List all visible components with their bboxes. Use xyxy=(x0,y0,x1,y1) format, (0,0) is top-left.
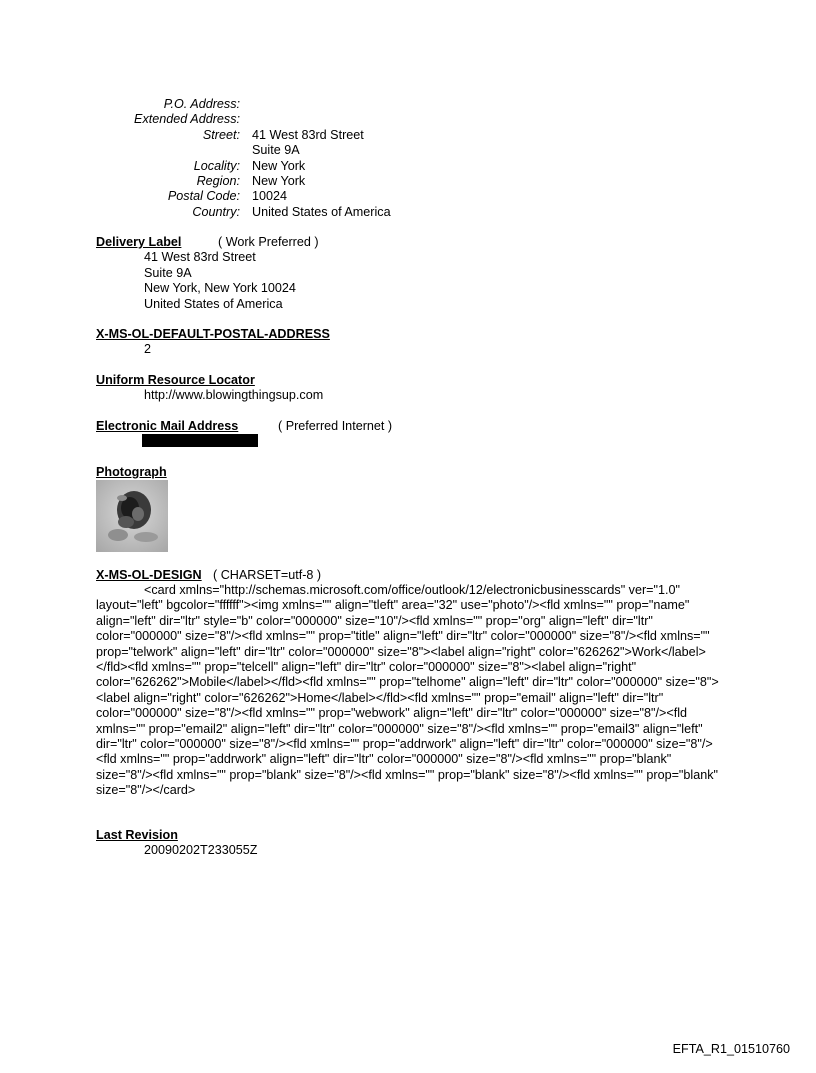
email-qualifier: ( Preferred Internet ) xyxy=(278,419,393,433)
address-row xyxy=(96,159,496,174)
default-postal-heading: X-MS-OL-DEFAULT-POSTAL-ADDRESS xyxy=(96,327,330,341)
email-redaction xyxy=(142,434,258,447)
delivery-line: Suite 9A xyxy=(144,265,192,280)
delivery-line: United States of America xyxy=(144,296,283,311)
address-value: New York xyxy=(252,174,306,188)
delivery-label-heading: Delivery Label xyxy=(96,235,182,249)
email-heading: Electronic Mail Address xyxy=(96,419,239,433)
address-row xyxy=(96,128,496,143)
address-label: Postal Code: xyxy=(167,189,240,204)
last-revision-heading: Last Revision xyxy=(96,828,178,842)
contact-photo xyxy=(96,480,168,552)
design-body xyxy=(96,583,726,799)
address-value: Suite 9A xyxy=(252,143,300,158)
address-row xyxy=(96,112,496,127)
address-row xyxy=(96,97,496,112)
design-heading: X-MS-OL-DESIGN xyxy=(96,568,202,582)
address-value: 41 West 83rd Street xyxy=(252,127,364,142)
address-value: 10024 xyxy=(252,189,288,204)
address-label: Locality: xyxy=(193,158,240,173)
address-row xyxy=(96,174,496,189)
address-label: Street: xyxy=(202,127,240,142)
address-value: United States of America xyxy=(252,204,391,219)
address-row xyxy=(96,189,496,204)
design-qualifier: ( CHARSET=utf-8 ) xyxy=(213,568,322,582)
address-row xyxy=(96,205,496,220)
address-label: P.O. Address: xyxy=(163,97,240,111)
design-xml: <card xmlns="http://schemas.microsoft.com/office/outlook/12/electronicbusinesscards" ver="1.0" layout="left" bgcolor="ffffff"><img xmlns="" align="tleft" area="32" use="photo"/><fld xmlns="" prop="name" align="left" dir="ltr" style="b" color="000000" size="10"/><fld xmlns="" prop="org" align="left" dir="ltr" color="000000" size="8"/><fld xmlns="" prop="title" align="left" dir="ltr" color="000000" size="8"/><fld xmlns="" prop="telwork" align="left" dir="ltr" color="000000" size="8"><label align="right" color="626262">Work</label></fld><fld xmlns="" prop="telcell" align="left" dir="ltr" color="000000" size="8"><label align="right" color="626262">Mobile</label></fld><fld xmlns="" prop="telhome" align="left" dir="ltr" color="000000" size="8"><label align="right" color="626262">Home</label></fld><fld xmlns="" prop="email" align="left" dir="ltr" color="000000" size="8"/><fld xmlns="" prop="webwork" align="left" dir="ltr" color="000000" size="8"/><fld xmlns="" prop="email2" align="left" dir="ltr" color="000000" size="8"/><fld xmlns="" prop="email3" align="left" dir="ltr" color="000000" size="8"/><fld xmlns="" prop="addrwork" align="left" dir="ltr" color="000000" size="8"/><fld xmlns="" prop="addrwork" align="left" dir="ltr" color="000000" size="8"/><fld xmlns="" prop="blank" size="8"/><fld xmlns="" prop="blank" size="8"/><fld xmlns="" prop="blank" size="8"/><fld xmlns="" prop="blank" size="8"/></card> xyxy=(96,583,719,798)
url-value[interactable]: http://www.blowingthingsup.com xyxy=(144,388,324,403)
url-heading: Uniform Resource Locator xyxy=(96,373,255,387)
default-postal-value: 2 xyxy=(144,342,152,357)
delivery-line: 41 West 83rd Street xyxy=(144,250,256,265)
address-label: Region: xyxy=(196,174,240,188)
photograph-heading: Photograph xyxy=(96,465,167,479)
photo-image xyxy=(96,480,168,552)
address-row xyxy=(96,143,496,158)
address-label: Country: xyxy=(192,204,240,219)
address-value: New York xyxy=(252,158,306,173)
delivery-label-qualifier: ( Work Preferred ) xyxy=(218,235,319,249)
delivery-line: New York, New York 10024 xyxy=(144,281,296,296)
last-revision-value: 20090202T233055Z xyxy=(144,843,258,858)
document-id: EFTA_R1_01510760 xyxy=(672,1042,790,1056)
address-label: Extended Address: xyxy=(134,112,240,127)
